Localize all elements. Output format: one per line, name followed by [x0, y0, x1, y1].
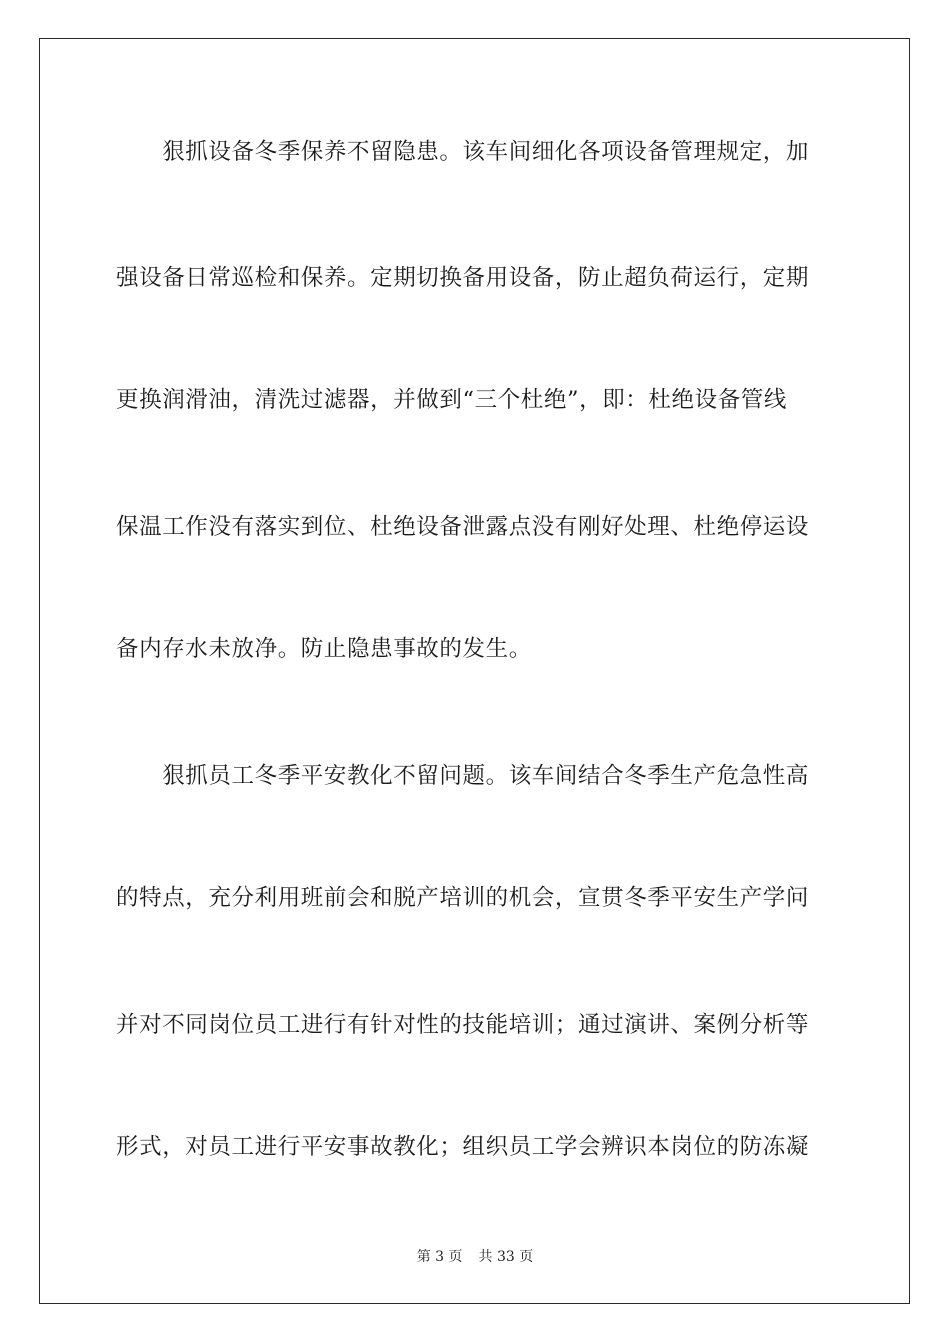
- text-line: 备内存水未放净。防止隐患事故的发生。: [116, 636, 532, 662]
- text-line: 的特点，充分利用班前会和脱产培训的机会，宣贯冬季平安生产学问: [116, 885, 810, 911]
- page-footer: [0, 1248, 950, 1266]
- page-border: [39, 38, 910, 1304]
- text-line: 狠抓设备冬季保养不留隐患。该车间细化各项设备管理规定，加: [116, 139, 810, 165]
- text-line: 强设备日常巡检和保养。定期切换备用设备，防止超负荷运行，定期: [116, 265, 810, 291]
- text-line: 并对不同岗位员工进行有针对性的技能培训；通过演讲、案例分析等: [116, 1012, 810, 1038]
- text-line: 形式，对员工进行平安事故教化；组织员工学会辨识本岗位的防冻凝: [116, 1134, 810, 1160]
- page-total: 共 33 页: [478, 1249, 534, 1265]
- text-line: 保温工作没有落实到位、杜绝设备泄露点没有刚好处理、杜绝停运设: [116, 514, 810, 540]
- text-line: 更换润滑油，清洗过滤器，并做到“三个杜绝”，即：杜绝设备管线: [116, 387, 788, 413]
- page-number: 第 3 页: [416, 1249, 463, 1265]
- text-line: 狠抓员工冬季平安教化不留问题。该车间结合冬季生产危急性高: [116, 763, 810, 789]
